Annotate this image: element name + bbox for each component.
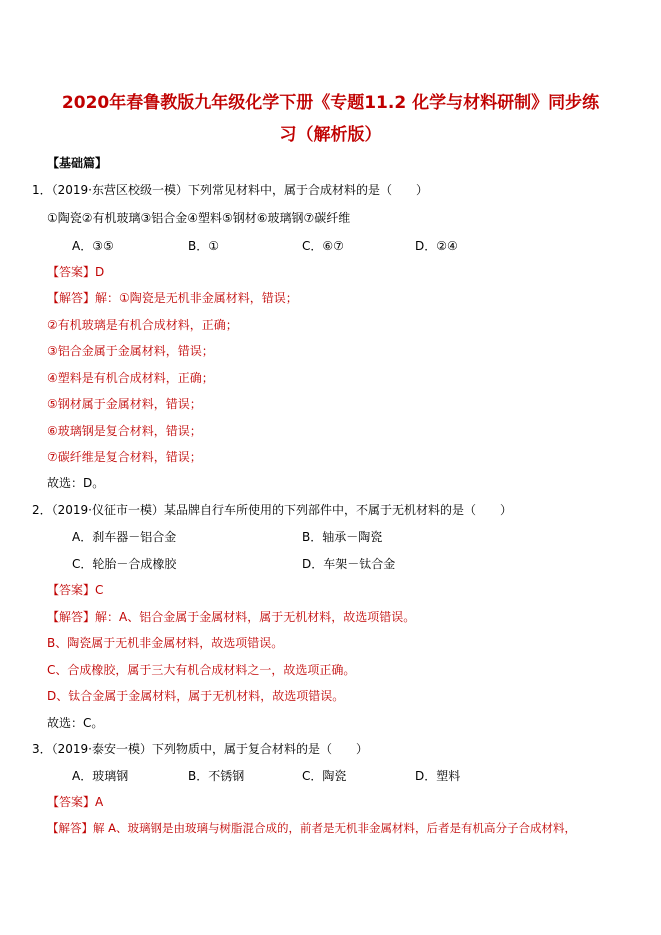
- q1-answer-label: 【答案】: [47, 265, 96, 279]
- q2-analysis-first: [47, 608, 415, 625]
- q1-materials: ①陶瓷②有机玻璃③铝合金④塑料⑤钢材⑥玻璃钢⑦碳纤维: [47, 211, 351, 225]
- q2-analysis-label: 【解答】: [47, 610, 96, 624]
- q3-option-c: C．陶瓷: [302, 769, 347, 783]
- q1-analysis-line: ②有机玻璃是有机合成材料，正确；: [47, 318, 238, 332]
- q2-option-c: C．轮胎－合成橡胶: [72, 557, 177, 571]
- q2-analysis-line: D、钛合金属于金属材料，属于无机材料，故选项错误。: [47, 689, 345, 703]
- q3-option-b: B．不锈钢: [188, 769, 245, 783]
- q3-analysis-first: [47, 820, 576, 836]
- q2-analysis-line: B、陶瓷属于无机非金属材料，故选项错误。: [47, 636, 284, 650]
- q3-analysis-text: 解 A、玻璃钢是由玻璃与树脂混合成的，前者是无机非金属材料，后者是有机高分子合成材料，: [93, 821, 577, 835]
- q1-analysis-text: 解：①陶瓷是无机非金属材料，错误；: [95, 291, 298, 305]
- q1-stem: 1．（2019·东营区校级一模）下列常见材料中，属于合成材料的是（ ）: [32, 183, 428, 197]
- q2-analysis-text: 解：A、铝合金属于金属材料，属于无机材料，故选项错误。: [95, 610, 416, 624]
- q1-option-a: A．③⑤: [72, 239, 114, 253]
- q1-option-b: B．①: [188, 239, 219, 253]
- document-title-line2: 习（解析版）: [279, 125, 382, 145]
- q3-option-a: A．玻璃钢: [72, 769, 129, 783]
- q3-option-d: D．塑料: [415, 769, 461, 783]
- section-heading: 【基础篇】: [47, 156, 108, 170]
- q3-answer-value: A: [95, 795, 104, 809]
- q2-answer-label: 【答案】: [47, 583, 96, 597]
- q2-answer: [47, 581, 103, 598]
- q1-analysis-line: ④塑料是有机合成材料，正确；: [47, 371, 214, 385]
- document-title-line1: 2020年春鲁教版九年级化学下册《专题11.2 化学与材料研制》同步练: [61, 93, 600, 113]
- q2-answer-value: C: [95, 583, 104, 597]
- q1-analysis-first: [47, 289, 298, 306]
- q1-conclusion: 故选：D。: [47, 476, 105, 490]
- q3-stem: 3．（2019·泰安一模）下列物质中，属于复合材料的是（ ）: [32, 742, 368, 756]
- q1-analysis-line: ③铝合金属于金属材料，错误；: [47, 344, 214, 358]
- q3-answer-label: 【答案】: [47, 795, 96, 809]
- q1-option-c: C．⑥⑦: [302, 239, 344, 253]
- q3-answer: [47, 793, 103, 810]
- q2-option-a: A．刹车器－铝合金: [72, 530, 177, 544]
- q1-option-d: D．②④: [415, 239, 458, 253]
- q1-answer: [47, 263, 104, 280]
- q1-analysis-line: ⑥玻璃钢是复合材料，错误；: [47, 424, 202, 438]
- q1-analysis-label: 【解答】: [47, 291, 96, 305]
- q2-stem: 2．（2019·仪征市一模）某品牌自行车所使用的下列部件中，不属于无机材料的是（ ）: [32, 503, 512, 517]
- q2-analysis-line: C、合成橡胶，属于三大有机合成材料之一，故选项正确。: [47, 663, 356, 677]
- q1-answer-value: D: [95, 265, 105, 279]
- q2-option-b: B．轴承－陶瓷: [302, 530, 383, 544]
- q1-analysis-line: ⑤钢材属于金属材料，错误；: [47, 397, 202, 411]
- q3-analysis-label: 【解答】: [47, 821, 93, 835]
- q2-conclusion: 故选：C。: [47, 716, 104, 730]
- q2-option-d: D．车架－钛合金: [302, 557, 396, 571]
- q1-analysis-line: ⑦碳纤维是复合材料，错误；: [47, 450, 202, 464]
